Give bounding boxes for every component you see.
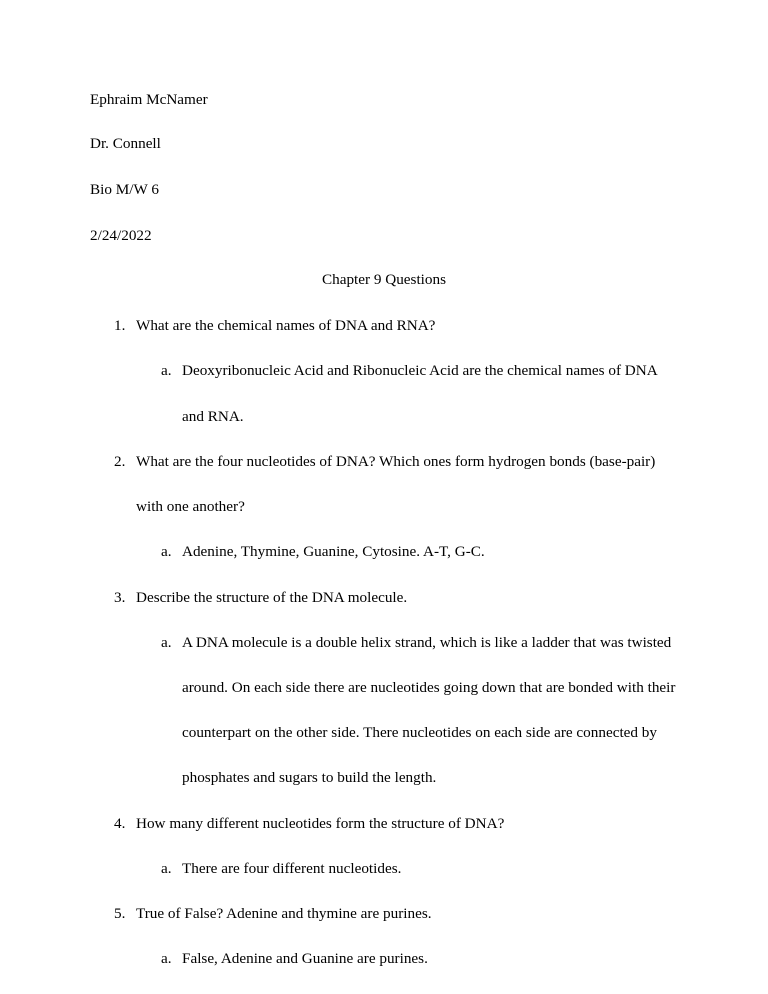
question-text: What are the chemical names of DNA and RNA? <box>136 317 436 334</box>
answer-text: Deoxyribonucleic Acid and Ribonucleic Acid are the chemical names of DNA <box>182 362 658 379</box>
answer-text: Adenine, Thymine, Guanine, Cytosine. A-T, G-C. <box>182 543 485 560</box>
question-number: 1. <box>114 317 126 334</box>
answer-text: phosphates and sugars to build the length. <box>182 769 437 786</box>
answer-text: False, Adenine and Guanine are purines. <box>182 950 428 967</box>
question-text: True of False? Adenine and thymine are purines. <box>136 905 432 922</box>
instructor-name: Dr. Connell <box>90 135 161 152</box>
answer-letter: a. <box>161 634 172 651</box>
answer-text: around. On each side there are nucleotides going down that are bonded with their <box>182 679 676 696</box>
answer-letter: a. <box>161 950 172 967</box>
document-title: Chapter 9 Questions <box>321 271 446 288</box>
answer-text: and RNA. <box>182 408 244 425</box>
question-number: 2. <box>114 453 126 470</box>
answer-text: counterpart on the other side. There nucleotides on each side are connected by <box>182 724 657 741</box>
answer-text: A DNA molecule is a double helix strand, which is like a ladder that was twisted <box>182 634 672 651</box>
question-text: with one another? <box>136 498 245 515</box>
document-date: 2/24/2022 <box>90 227 152 244</box>
question-number: 4. <box>114 815 126 832</box>
question-text: Describe the structure of the DNA molecule. <box>136 589 408 606</box>
answer-letter: a. <box>161 362 172 379</box>
question-number: 5. <box>114 905 126 922</box>
answer-letter: a. <box>161 860 172 877</box>
question-number: 3. <box>114 589 126 606</box>
answer-letter: a. <box>161 543 172 560</box>
question-text: What are the four nucleotides of DNA? Which ones form hydrogen bonds (base-pair) <box>136 453 656 470</box>
question-text: How many different nucleotides form the structure of DNA? <box>136 815 505 832</box>
answer-text: There are four different nucleotides. <box>182 860 402 877</box>
course-name: Bio M/W 6 <box>90 181 159 198</box>
student-name: Ephraim McNamer <box>90 91 208 108</box>
